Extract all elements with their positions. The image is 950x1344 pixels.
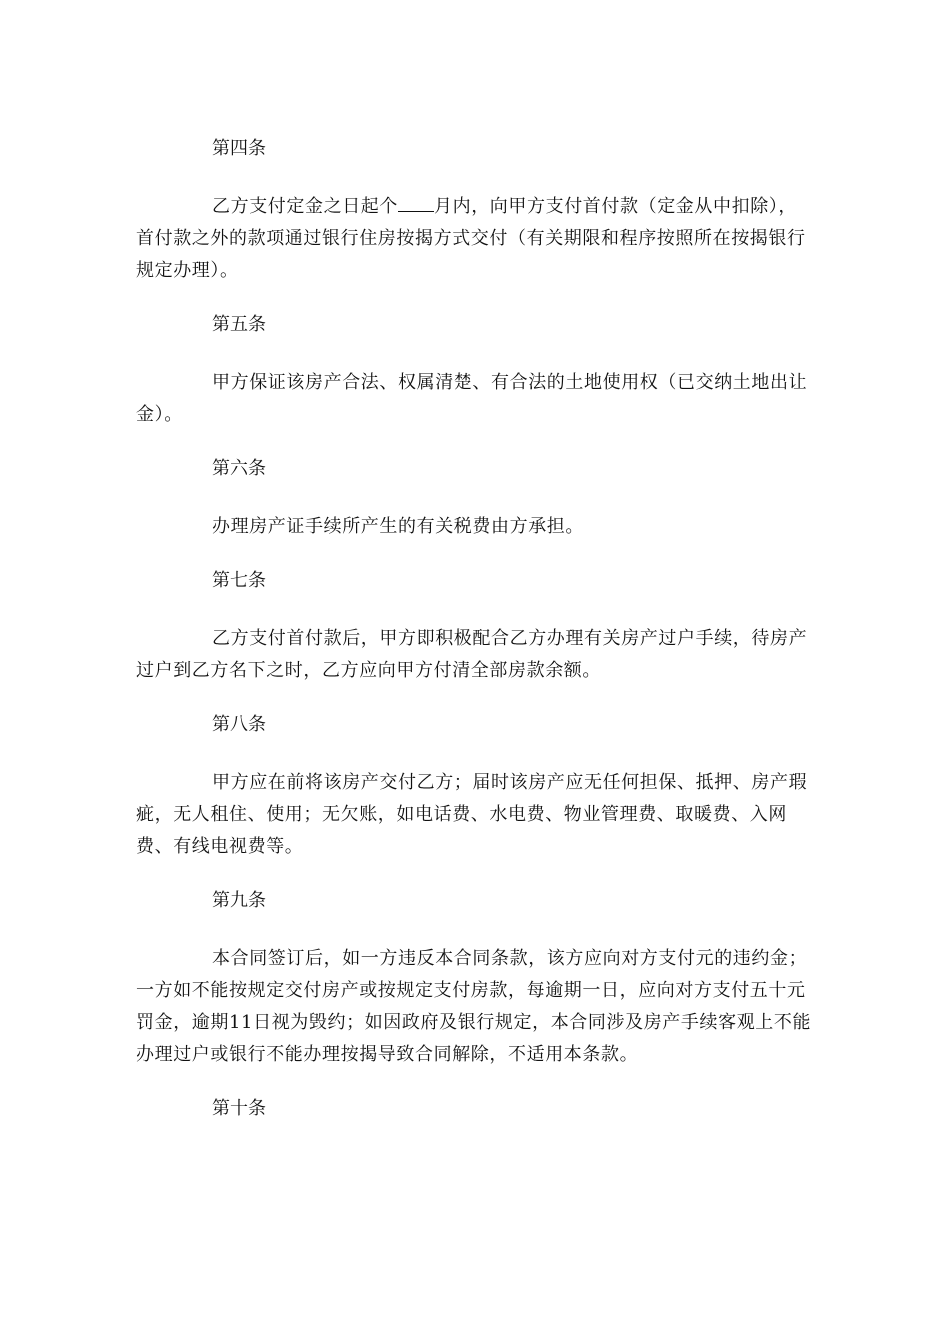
- article-4-text: [136, 191, 812, 287]
- article-5-heading: 第五条: [212, 314, 266, 335]
- article-4-heading: 第四条: [212, 138, 266, 159]
- article-7-text: 乙方支付首付款后，甲方即积极配合乙方办理有关房产过户手续，待房产过户到乙方名下之时，乙方应向甲方付清全部房款余额。: [136, 628, 808, 681]
- article-6-text: 办理房产证手续所产生的有关税费由方承担。: [212, 516, 584, 537]
- article-4-text-part1: 乙方支付定金之日起个: [212, 196, 398, 217]
- article-8-text: 甲方应在前将该房产交付乙方；届时该房产应无任何担保、抵押、房产瑕疵，无人租住、使用；无欠账，如电话费、水电费、物业管理费、取暖费、入网费、有线电视费等。: [136, 772, 808, 857]
- article-7-heading: 第七条: [212, 570, 266, 591]
- article-8-heading: 第八条: [212, 714, 266, 735]
- article-6-heading: 第六条: [212, 458, 266, 479]
- article-5-text: 甲方保证该房产合法、权属清楚、有合法的土地使用权（已交纳土地出让金）。: [136, 372, 808, 425]
- document-body: [136, 133, 812, 1125]
- article-9-heading: 第九条: [212, 890, 266, 911]
- article-4-text-part2: 月内，向甲方支付首付款（定金从中扣除），首付款之外的款项通过银行住房按揭方式交付（有关期限和程序按照所在按揭银行规定办理）。: [136, 196, 806, 281]
- month-blank: [398, 193, 434, 212]
- article-9-text: 本合同签订后，如一方违反本合同条款，该方应向对方支付元的违约金；一方如不能按规定交付房产或按规定支付房款，每逾期一日，应向对方支付五十元罚金，逾期11日视为毁约；如因政府及银行规定，本合同涉及房产手续客观上不能办理过户或银行不能办理按揭导致合同解除，不适用本条款。: [136, 948, 812, 1065]
- article-10-heading: 第十条: [212, 1098, 266, 1119]
